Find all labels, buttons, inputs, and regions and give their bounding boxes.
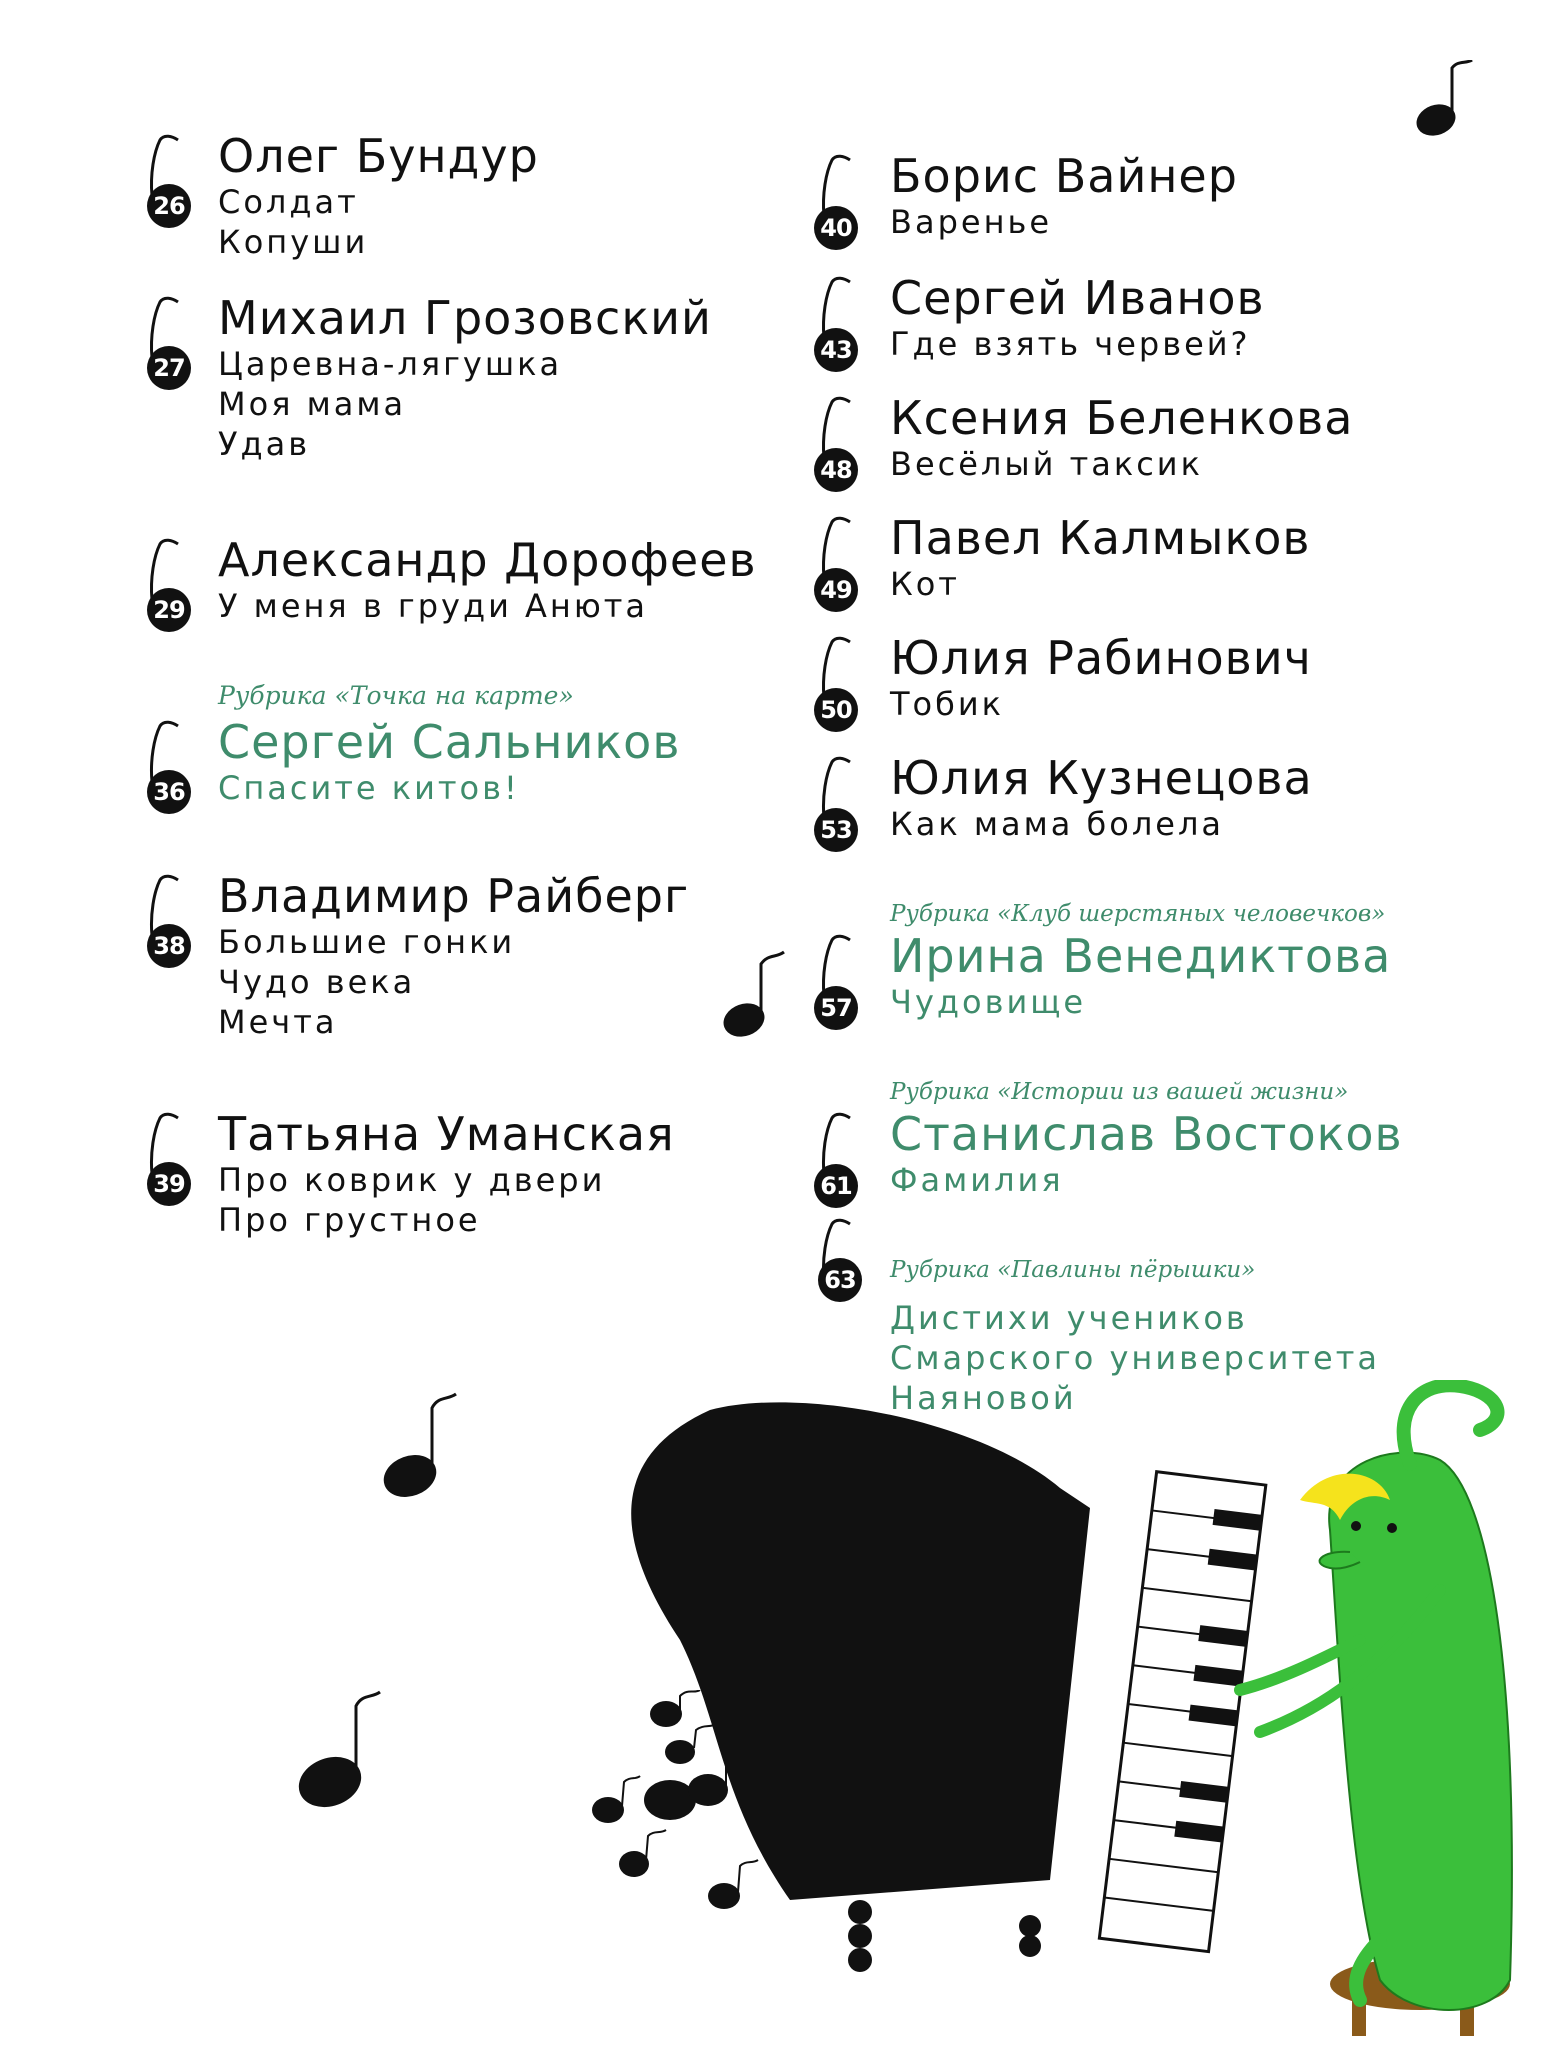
work-title: Чудовище (890, 983, 1087, 1021)
page-number-badge: 49 (814, 568, 858, 612)
page-number-badge: 53 (814, 808, 858, 852)
page-number-badge: 48 (814, 448, 858, 492)
author-name: Юлия Кузнецова (890, 751, 1313, 805)
author-name: Станислав Востоков (890, 1107, 1403, 1161)
page-number-badge: 39 (147, 1162, 191, 1206)
rubric-label: Рубрика «Истории из вашей жизни» (890, 1079, 1349, 1105)
work-title: Как мама болела (890, 805, 1225, 843)
page-number-badge: 29 (147, 588, 191, 632)
rubric-label: Рубрика «Клуб шерстяных человечков» (890, 901, 1386, 927)
author-name: Юлия Рабинович (890, 631, 1312, 685)
page-number-badge: 61 (814, 1164, 858, 1208)
work-title: Моя мама (218, 385, 407, 423)
author-name: Павел Калмыков (890, 511, 1311, 565)
author-name: Михаил Грозовский (218, 291, 712, 345)
grand-piano-icon (631, 1402, 1266, 1972)
page-number-badge: 40 (814, 206, 858, 250)
work-title: Дистихи учеников (890, 1299, 1248, 1337)
work-title: Про коврик у двери (218, 1161, 606, 1199)
page-number-badge: 57 (814, 986, 858, 1030)
page-number-badge: 38 (147, 924, 191, 968)
work-title: Тобик (890, 685, 1004, 723)
piano-player-illustration (560, 1380, 1520, 2040)
author-name: Ирина Венедиктова (890, 929, 1392, 983)
author-name: Сергей Сальников (218, 715, 681, 769)
music-note-icon (378, 1390, 458, 1500)
author-name: Олег Бундур (218, 129, 539, 183)
work-title: Варенье (890, 203, 1053, 241)
author-name: Ксения Беленкова (890, 391, 1354, 445)
work-title: Кот (890, 565, 960, 603)
work-title: Про грустное (218, 1201, 481, 1239)
work-title: Солдат (218, 183, 359, 221)
work-title: Весёлый таксик (890, 445, 1203, 483)
rubric-label: Рубрика «Павлины пёрышки» (890, 1257, 1256, 1283)
page-number-badge: 50 (814, 688, 858, 732)
page-number-badge: 63 (818, 1258, 862, 1302)
rubric-label: Рубрика «Точка на карте» (218, 681, 574, 710)
work-title: Наяновой (890, 1379, 1077, 1417)
work-title: Копуши (218, 223, 369, 261)
page-number-badge: 36 (147, 770, 191, 814)
author-name: Александр Дорофеев (218, 533, 757, 587)
author-name: Сергей Иванов (890, 271, 1265, 325)
author-name: Владимир Райберг (218, 869, 690, 923)
music-note-icon (1410, 60, 1480, 140)
work-title: Большие гонки (218, 923, 516, 961)
work-title: Удав (218, 425, 311, 463)
page-number-badge: 27 (147, 346, 191, 390)
green-character-icon (1240, 1385, 1512, 2010)
author-name: Борис Вайнер (890, 149, 1238, 203)
work-title: Где взять червей? (890, 325, 1251, 363)
page-number-badge: 43 (814, 328, 858, 372)
page-number-badge: 26 (147, 184, 191, 228)
work-title: Мечта (218, 1003, 338, 1041)
work-title: Царевна-лягушка (218, 345, 563, 383)
music-note-icon (718, 950, 788, 1040)
work-title: Чудо века (218, 963, 416, 1001)
work-title: Фамилия (890, 1161, 1064, 1199)
music-note-icon (292, 1690, 382, 1810)
work-title: У меня в груди Анюта (218, 587, 649, 625)
work-title: Спасите китов! (218, 769, 520, 807)
author-name: Татьяна Уманская (218, 1107, 675, 1161)
work-title: Смарского университета (890, 1339, 1380, 1377)
